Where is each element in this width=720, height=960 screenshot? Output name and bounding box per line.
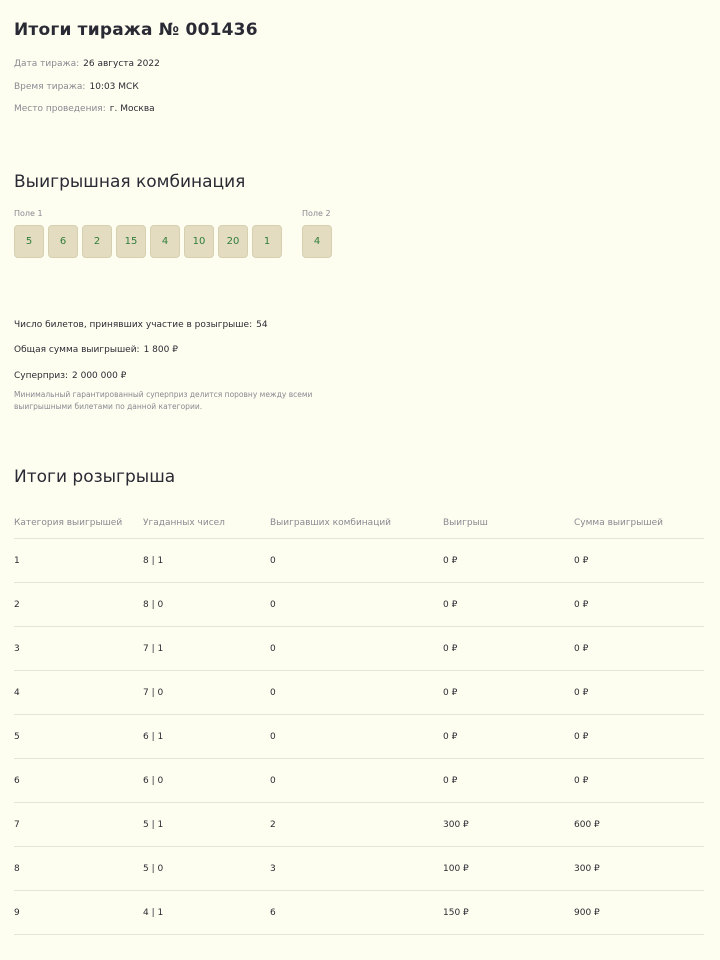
table-row (14, 583, 704, 627)
field1-ball: 20 (218, 225, 248, 258)
draw-date (14, 59, 160, 69)
cell-prize: 0 ₽ (443, 731, 458, 742)
superprize (14, 371, 126, 381)
cell-total: 600 ₽ (574, 819, 600, 830)
field1-ball: 5 (14, 225, 44, 258)
draw-date-label: Дата тиража: (14, 59, 80, 69)
cell-total: 0 ₽ (574, 643, 589, 654)
cell-winning-combos: 0 (270, 731, 276, 742)
field1-ball: 1 (252, 225, 282, 258)
cell-total: 0 ₽ (574, 775, 589, 786)
draw-location-label: Место проведения: (14, 104, 106, 114)
cell-total: 0 ₽ (574, 555, 589, 566)
table-row (14, 627, 704, 671)
cell-prize: 0 ₽ (443, 687, 458, 698)
total-winnings (14, 345, 178, 355)
cell-category: 3 (14, 643, 20, 654)
field1-numbers (14, 225, 282, 258)
field1-ball: 15 (116, 225, 146, 258)
col-header-winning-combos: Выигравших комбинаций (270, 518, 392, 528)
field1-ball: 10 (184, 225, 214, 258)
cell-matched: 8 | 1 (143, 555, 164, 566)
cell-winning-combos: 0 (270, 775, 276, 786)
cell-winning-combos: 3 (270, 863, 276, 874)
results-title: Итоги розыгрыша (14, 467, 176, 487)
cell-category: 5 (14, 731, 20, 742)
field2-numbers (302, 225, 332, 258)
cell-category: 7 (14, 819, 20, 830)
col-header-matched: Угаданных чисел (143, 518, 225, 528)
tickets-count (14, 320, 268, 330)
cell-prize: 0 ₽ (443, 643, 458, 654)
col-header-total: Сумма выигрышей (574, 518, 663, 528)
cell-winning-combos: 0 (270, 555, 276, 566)
field1-label: Поле 1 (14, 209, 43, 218)
field2-ball: 4 (302, 225, 332, 258)
cell-matched: 5 | 1 (143, 819, 164, 830)
cell-total: 0 ₽ (574, 731, 589, 742)
cell-total: 900 ₽ (574, 907, 600, 918)
field1-ball: 6 (48, 225, 78, 258)
cell-winning-combos: 0 (270, 599, 276, 610)
table-row (14, 671, 704, 715)
cell-prize: 150 ₽ (443, 907, 469, 918)
superprize-value: 2 000 000 ₽ (72, 371, 127, 381)
cell-winning-combos: 0 (270, 687, 276, 698)
total-winnings-label: Общая сумма выигрышей: (14, 345, 140, 355)
cell-winning-combos: 0 (270, 643, 276, 654)
cell-matched: 8 | 0 (143, 599, 164, 610)
cell-matched: 6 | 0 (143, 775, 164, 786)
page-title: Итоги тиража № 001436 (14, 20, 258, 40)
superprize-label: Суперприз: (14, 371, 69, 381)
superprize-note: Минимальный гарантированный суперприз делится поровну между всеми выигрышными билетами по данной категории. (14, 390, 313, 411)
field1-ball: 2 (82, 225, 112, 258)
cell-prize: 0 ₽ (443, 775, 458, 786)
cell-winning-combos: 2 (270, 819, 276, 830)
cell-category: 1 (14, 555, 20, 566)
cell-prize: 0 ₽ (443, 599, 458, 610)
cell-total: 0 ₽ (574, 687, 589, 698)
cell-category: 6 (14, 775, 20, 786)
table-row (14, 803, 704, 847)
cell-category: 2 (14, 599, 20, 610)
cell-prize: 300 ₽ (443, 819, 469, 830)
cell-matched: 4 | 1 (143, 907, 164, 918)
tickets-count-value: 54 (256, 320, 268, 330)
field1-ball: 4 (150, 225, 180, 258)
combination-title: Выигрышная комбинация (14, 172, 246, 192)
draw-time-value: 10:03 МСК (89, 82, 139, 92)
cell-matched: 5 | 0 (143, 863, 164, 874)
col-header-prize: Выигрыш (443, 518, 488, 528)
cell-prize: 100 ₽ (443, 863, 469, 874)
table-header (14, 508, 704, 539)
draw-time-label: Время тиража: (14, 82, 86, 92)
cell-category: 8 (14, 863, 20, 874)
table-row (14, 759, 704, 803)
draw-location (14, 104, 155, 114)
table-row (14, 891, 704, 935)
cell-winning-combos: 6 (270, 907, 276, 918)
table-row (14, 715, 704, 759)
table-row (14, 539, 704, 583)
cell-total: 300 ₽ (574, 863, 600, 874)
field2-label: Поле 2 (302, 209, 331, 218)
draw-time (14, 82, 139, 92)
total-winnings-value: 1 800 ₽ (143, 345, 178, 355)
draw-location-value: г. Москва (109, 104, 155, 114)
cell-matched: 7 | 0 (143, 687, 164, 698)
cell-category: 9 (14, 907, 20, 918)
cell-total: 0 ₽ (574, 599, 589, 610)
cell-matched: 6 | 1 (143, 731, 164, 742)
tickets-count-label: Число билетов, принявших участие в розыгрыше: (14, 320, 253, 330)
cell-prize: 0 ₽ (443, 555, 458, 566)
col-header-category: Категория выигрышей (14, 518, 123, 528)
cell-category: 4 (14, 687, 20, 698)
cell-matched: 7 | 1 (143, 643, 164, 654)
table-row (14, 847, 704, 891)
draw-date-value: 26 августа 2022 (83, 59, 160, 69)
results-table (14, 508, 704, 935)
